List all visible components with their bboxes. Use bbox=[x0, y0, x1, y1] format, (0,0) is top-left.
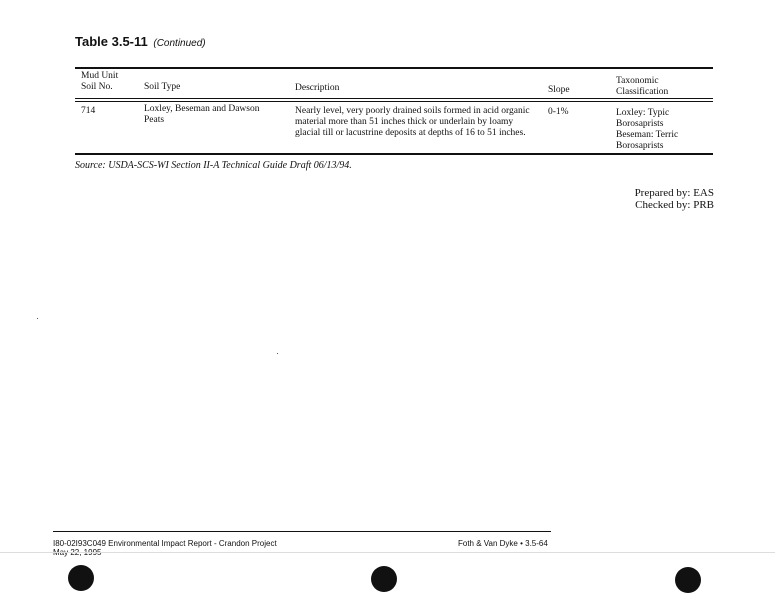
cell-description-line2: material more than 51 inches thick or underlain by loamy bbox=[295, 117, 514, 127]
binder-hole-center bbox=[371, 566, 397, 592]
binder-hole-right bbox=[675, 567, 701, 593]
cell-soil-type bbox=[144, 104, 284, 126]
checked-by: Checked by: PRB bbox=[635, 199, 714, 211]
table-number: Table 3.5-11 bbox=[75, 34, 148, 49]
cell-taxonomic-line2: Borosaprists bbox=[616, 119, 664, 129]
header-slope: Slope bbox=[548, 85, 570, 95]
cell-description-line1: Nearly level, very poorly drained soils formed in acid organic bbox=[295, 106, 530, 116]
cell-taxonomic-line1: Loxley: Typic bbox=[616, 108, 670, 118]
page-edge bbox=[0, 552, 775, 553]
cell-mud-unit: 714 bbox=[81, 106, 96, 116]
table-title bbox=[75, 34, 206, 49]
footer-doc-ref: I80-02I93C049 Environmental Impact Report - Crandon Project bbox=[53, 539, 277, 548]
cell-description bbox=[295, 106, 530, 139]
cell-slope: 0-1% bbox=[548, 107, 569, 117]
header-bottom-rule-1 bbox=[75, 98, 713, 99]
source-note: Source: USDA-SCS-WI Section II-A Technical Guide Draft 06/13/94. bbox=[75, 160, 352, 171]
footer-rule bbox=[53, 531, 551, 532]
cell-soil-type-line2: Peats bbox=[144, 115, 165, 125]
table-continued-label: (Continued) bbox=[153, 38, 206, 49]
scan-speck bbox=[37, 318, 38, 319]
scan-speck bbox=[277, 353, 278, 354]
header-taxonomic bbox=[616, 76, 668, 98]
binder-hole-left bbox=[68, 565, 94, 591]
header-soil-type: Soil Type bbox=[144, 82, 181, 92]
table-bottom-rule bbox=[75, 153, 713, 155]
footer-page-ref: Foth & Van Dyke • 3.5-64 bbox=[458, 539, 548, 548]
prepared-by: Prepared by: EAS bbox=[634, 187, 714, 199]
header-mud-unit-line2: Soil No. bbox=[81, 82, 113, 92]
header-bottom-rule-2 bbox=[75, 101, 713, 102]
table-top-rule bbox=[75, 67, 713, 69]
header-taxonomic-line1: Taxonomic bbox=[616, 76, 659, 86]
header-taxonomic-line2: Classification bbox=[616, 87, 669, 97]
cell-soil-type-line1: Loxley, Beseman and Dawson bbox=[144, 104, 260, 114]
cell-description-line3: glacial till or lacustrine deposits at depths of 16 to 51 inches. bbox=[295, 128, 526, 138]
header-mud-unit bbox=[81, 71, 118, 93]
cell-taxonomic-line4: Borosaprists bbox=[616, 141, 664, 151]
cell-taxonomic bbox=[616, 108, 678, 152]
header-mud-unit-line1: Mud Unit bbox=[81, 71, 119, 81]
header-description: Description bbox=[295, 83, 340, 93]
cell-taxonomic-line3: Beseman: Terric bbox=[616, 130, 679, 140]
